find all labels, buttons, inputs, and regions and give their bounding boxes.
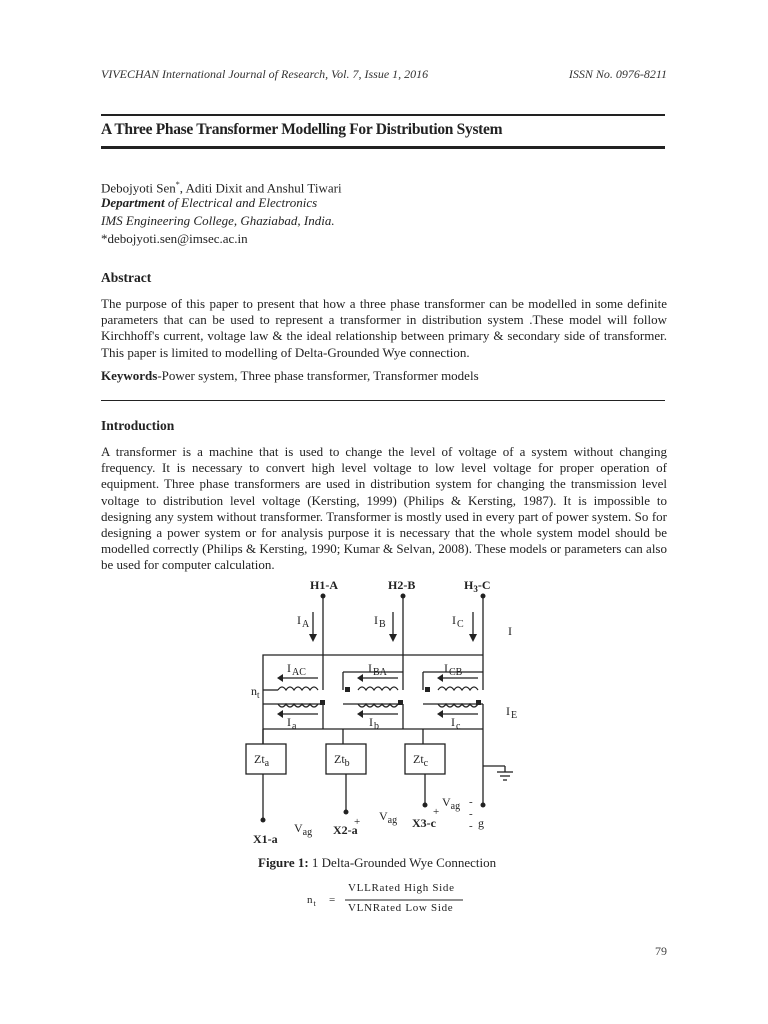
department-bold: Department: [101, 195, 165, 210]
label-vag-mid: $V_{ag}$: [379, 809, 398, 826]
label-ztc: $Zt_c$: [413, 752, 429, 769]
label-I: I: [508, 624, 512, 638]
label-h3: $H_3-C$: [464, 578, 491, 594]
label-vag-left: $V_{ag}$: [294, 821, 313, 838]
label-ICB: $I_{CB}$: [444, 661, 463, 678]
abstract-text: The purpose of this paper to present that how a three phase transformer can be modelled in some definite parameters that can be used to represent a transformer in distribution system .These model will follow Kirchhoff's current, voltage law & the ideal relationship between primary & secondary side of transformer. This paper is limited to modelling of Delta-Grounded Wye connection.: [101, 296, 667, 360]
label-h2: H2-B: [388, 578, 416, 592]
label-Ic: $I_c$: [451, 715, 461, 732]
formula-denominator: VLNRated Low Side: [348, 902, 454, 914]
label-IB: $I_B$: [374, 613, 386, 630]
author-rest: , Aditi Dixit and Anshul Tiwari: [179, 180, 342, 196]
plus-right: +: [433, 806, 440, 818]
keywords-text: -Power system, Three phase transformer, Transformer models: [157, 368, 479, 383]
label-ztb: $Zt_b$: [334, 752, 350, 769]
author-star: *: [175, 180, 180, 189]
label-nt: $n_t$: [251, 684, 260, 700]
author-email[interactable]: *debojyoti.sen@imsec.ac.in: [101, 231, 248, 246]
formula-numerator: VLLRated High Side: [348, 882, 455, 894]
keywords-label: Keywords: [101, 368, 158, 383]
label-IAC: $I_{AC}$: [287, 661, 306, 678]
label-IA: $I_A$: [297, 613, 310, 630]
figure-caption-label: Figure 1:: [258, 855, 309, 870]
label-Ib: $I_b$: [369, 715, 379, 732]
journal-header: VIVECHAN International Journal of Research, Vol. 7, Issue 1, 2016: [101, 67, 429, 81]
author-first: Debojyoti Sen: [101, 180, 176, 196]
plus-mid: +: [354, 816, 361, 828]
label-IE: $I_E$: [506, 704, 518, 721]
introduction-text: A transformer is a machine that is used to change the level of voltage of a system without changing frequency. It is necessary to convert high level voltage to low level voltage for proper operation of equipment. Three phase transformers are used in distribution system for changing the transmission level voltage to distribution level voltage (Kersting, 1999) (Philips & Kersting, 1987). It is impossible to designing any system without transformer. Transformer is mostly used in every part of power system. So for designing a power system or for analysis purpose it is necessary that the whole system model should be modelled correctly (Philips & Kersting, 1990; Kumar & Selvan, 2008). These models or parameters can also be used for computer calculation.: [101, 444, 667, 573]
formula-n: n: [307, 894, 314, 906]
abstract-heading: Abstract: [101, 270, 152, 285]
minus-3: -: [469, 820, 473, 832]
minus-2: -: [469, 808, 473, 820]
affiliation: IMS Engineering College, Ghaziabad, India.: [101, 213, 335, 228]
label-IBA: $I_{BA}$: [368, 661, 387, 678]
minus-1: -: [469, 796, 473, 808]
label-Ia: $I_a$: [287, 715, 297, 732]
label-IC: $I_C$: [452, 613, 464, 630]
formula-sub: t: [313, 899, 317, 909]
introduction-heading: Introduction: [101, 418, 175, 433]
label-g: g: [478, 816, 484, 830]
page-number: 79: [655, 944, 667, 958]
figure-caption-text: 1 Delta-Grounded Wye Connection: [308, 855, 497, 870]
formula-eq: =: [329, 894, 336, 906]
label-x3: X3-c: [412, 816, 436, 830]
label-x1: X1-a: [253, 832, 278, 846]
issn-header: ISSN No. 0976-8211: [568, 67, 667, 81]
figure-caption: [258, 855, 496, 871]
label-x2: X2-a: [333, 823, 358, 837]
department-rest: of Electrical and Electronics: [164, 195, 318, 210]
label-zta: $Zt_a$: [254, 752, 270, 769]
label-vag-right: $V_{ag}$: [442, 795, 461, 812]
label-h1: H1-A: [310, 578, 338, 592]
formula-lhs: [307, 894, 317, 908]
paper-title: A Three Phase Transformer Modelling For Distribution System: [101, 121, 503, 138]
